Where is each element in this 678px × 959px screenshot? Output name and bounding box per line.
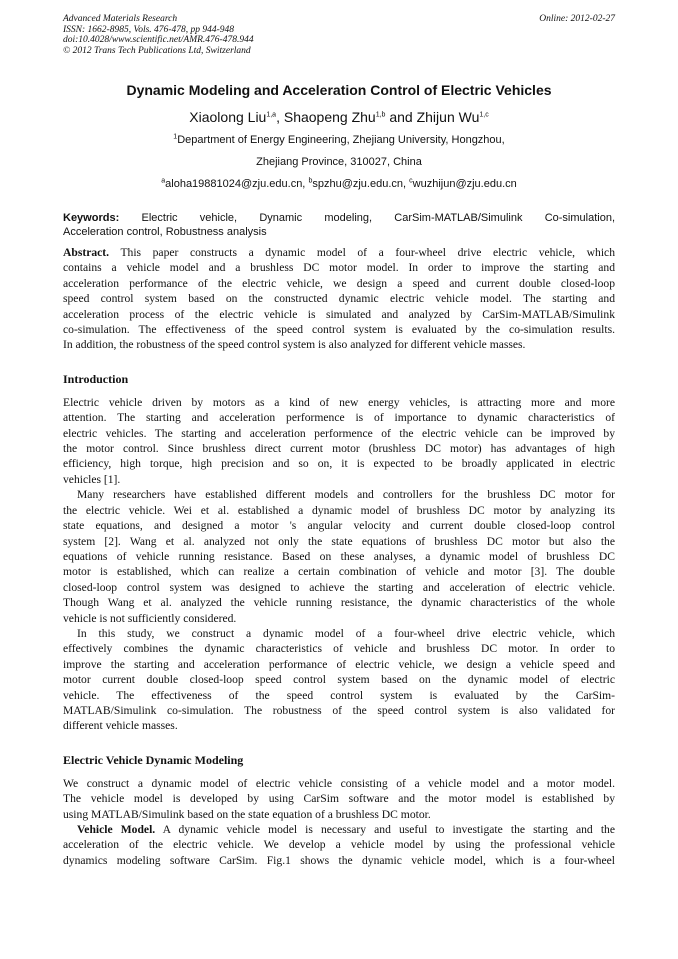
issn: ISSN: 1662-8985, Vols. 476-478, pp 944-948	[63, 24, 234, 35]
running-header	[63, 14, 615, 64]
abstract-line: co-simulation. The effectiveness of the speed control system is evaluated by the co-simulation results.	[63, 323, 615, 337]
author-sup: 1,b	[375, 111, 386, 119]
abstract-line: speed control system based on the constructed dynamic electric vehicle model. The starting and	[63, 292, 615, 306]
author-name: Xiaolong Liu	[189, 109, 267, 125]
intro-paragraph-1	[63, 395, 615, 487]
text-line: the motor control. Since brushless direct current motor (brushless DC motor) has advantages of high	[63, 442, 615, 456]
email: spzhu@zju.edu.cn,	[312, 178, 407, 190]
text-line: equations of vehicle running resistance. Based on these analyses, a dynamic model of brushless DC	[63, 549, 615, 563]
paper-page	[63, 14, 615, 868]
doi: doi:10.4028/www.scientific.net/AMR.476-478.944	[63, 35, 254, 45]
abstract-line: contains a vehicle model and a brushless DC motor model. In order to improve the starting and	[63, 261, 615, 275]
text-line: using MATLAB/Simulink based on the state equation of a brushless DC motor.	[63, 807, 431, 821]
text-line: Though Wang et al. analyzed the vehicle running resistance, the dynamic characteristics of the whole	[63, 596, 615, 610]
text-line: motor current double closed-loop speed control system based on the dynamic model of electric	[63, 673, 615, 687]
author-list: Xiaolong Liu$^{1,a}$, Shaopeng Zhu$^{1,b}$ and Zhijun Wu$^{1,c}$	[189, 109, 489, 125]
journal-info	[63, 14, 615, 56]
text-line: dynamics modeling software CarSim. Fig.1 shows the dynamic vehicle model, which is a four-wheel	[63, 853, 615, 867]
email: wuzhijun@zju.edu.cn	[412, 178, 517, 190]
author-sup: 1,c	[479, 111, 489, 119]
journal-name: Advanced Materials Research	[63, 14, 178, 24]
text-line: the electric vehicle. Wei et al. established a dynamic model of brushless DC motor by analyzing its	[63, 503, 615, 517]
text-line: In this study, we construct a dynamic model of a four-wheel drive electric vehicle, which	[77, 626, 615, 640]
email-sup: b	[308, 177, 313, 185]
abstract-label: Abstract.	[63, 246, 110, 259]
text-line: closed-loop control system was designed to achieve the starting and acceleration of electric vehicle.	[63, 580, 615, 594]
keywords-label: Keywords:	[63, 212, 120, 224]
section-heading: Electric Vehicle Dynamic Modeling	[63, 752, 244, 767]
text-line: The vehicle model is developed by using CarSim software and the motor model is established by	[63, 792, 615, 806]
paper-title: Dynamic Modeling and Acceleration Control of Electric Vehicles	[126, 82, 552, 98]
affiliation-sup: 1	[173, 133, 178, 141]
text-line: state equations, and designed a motor 's angular velocity and current double closed-loop control	[63, 519, 615, 533]
affiliation	[63, 129, 615, 173]
modeling-paragraph-2	[63, 822, 615, 868]
email-list	[63, 173, 615, 195]
text-line: vehicles [1].	[63, 472, 121, 486]
text-line: electric vehicles. The starting and acceleration performence of the electric vehicle can be improved by	[63, 426, 615, 440]
keywords-line: Acceleration control, Robustness analysis	[63, 226, 267, 238]
email-sup: a	[161, 177, 166, 185]
copyright: © 2012 Trans Tech Publications Ltd, Switzerland	[63, 45, 251, 56]
abstract-line: acceleration performance of the electric vehicle, we design a speed and current double closed-loop	[63, 276, 615, 290]
author-conjunction: and	[389, 109, 413, 125]
affiliation-line: Zhejiang Province, 310027, China	[256, 156, 422, 168]
text-line: improve the starting and acceleration performance of electric vehicle, we design a vehicle speed and	[63, 657, 615, 671]
text-line: A dynamic vehicle model is necessary and useful to investigate the starting and the	[162, 823, 615, 836]
author-name: Shaopeng Zhu	[283, 109, 376, 125]
text-line: Electric vehicle driven by motors as a kind of new energy vehicles, is attracting more and more	[63, 395, 615, 409]
intro-paragraph-2	[63, 487, 615, 626]
affiliation-line: Department of Energy Engineering, Zhejiang University, Hongzhou,	[177, 134, 505, 146]
author-name: Zhijun Wu	[416, 109, 480, 125]
abstract	[63, 245, 615, 353]
text-line: motor is established, which can realize a certain combination of vehicle and motor [3]. The double	[63, 565, 615, 579]
email-sup: c	[409, 177, 413, 185]
abstract-line: This paper constructs a dynamic model of a four-wheel drive electric vehicle, which	[120, 246, 615, 259]
text-line: effectively combines the dynamic characteristics of vehicle and brushless DC motor. In order to	[63, 642, 615, 656]
abstract-line: In addition, the robustness of the speed control system is also analyzed for different vehicle masses.	[63, 338, 526, 352]
abstract-line: acceleration process of the electric vehicle is simulated and analyzed by CarSim-MATLAB/Simulink	[63, 307, 615, 321]
section-heading: Introduction	[63, 371, 129, 386]
text-line: We construct a dynamic model of electric vehicle consisting of a vehicle model and a motor model.	[63, 776, 615, 790]
subsection-label: Vehicle Model.	[77, 823, 156, 836]
intro-paragraph-3	[63, 626, 615, 734]
author-sup: 1,a	[266, 111, 277, 119]
text-line: attention. The starting and acceleration performence is of importance to dynamic characteristics of	[63, 411, 615, 425]
online-date: Online: 2012-02-27	[539, 14, 615, 24]
text-line: MATLAB/Simulink co-simulation. The robustness of the speed control system is also validated for	[63, 703, 615, 717]
modeling-paragraph-1	[63, 776, 615, 822]
text-line: efficiency, high torque, high precision and so on, it is expected to be broadly applicated in electric	[63, 457, 615, 471]
text-line: system [2]. Wang et al. analyzed not only the state equations of brushless DC motor but also the	[63, 534, 615, 548]
text-line: acceleration of the electric vehicle. We develop a vehicle model by using the professional vehicle	[63, 838, 615, 852]
keywords-line: Electric vehicle, Dynamic modeling, CarSim-MATLAB/Simulink Co-simulation,	[141, 212, 615, 224]
text-line: vehicle is not sufficiently considered.	[63, 611, 237, 625]
email: aloha19881024@zju.edu.cn,	[165, 178, 306, 190]
text-line: Many researchers have established different models and controllers for the brushless DC motor for	[77, 488, 615, 502]
keywords	[63, 211, 615, 239]
text-line: vehicle. The effectiveness of the speed control system is evaluated by the CarSim-	[63, 688, 615, 702]
text-line: different vehicle masses.	[63, 719, 178, 733]
